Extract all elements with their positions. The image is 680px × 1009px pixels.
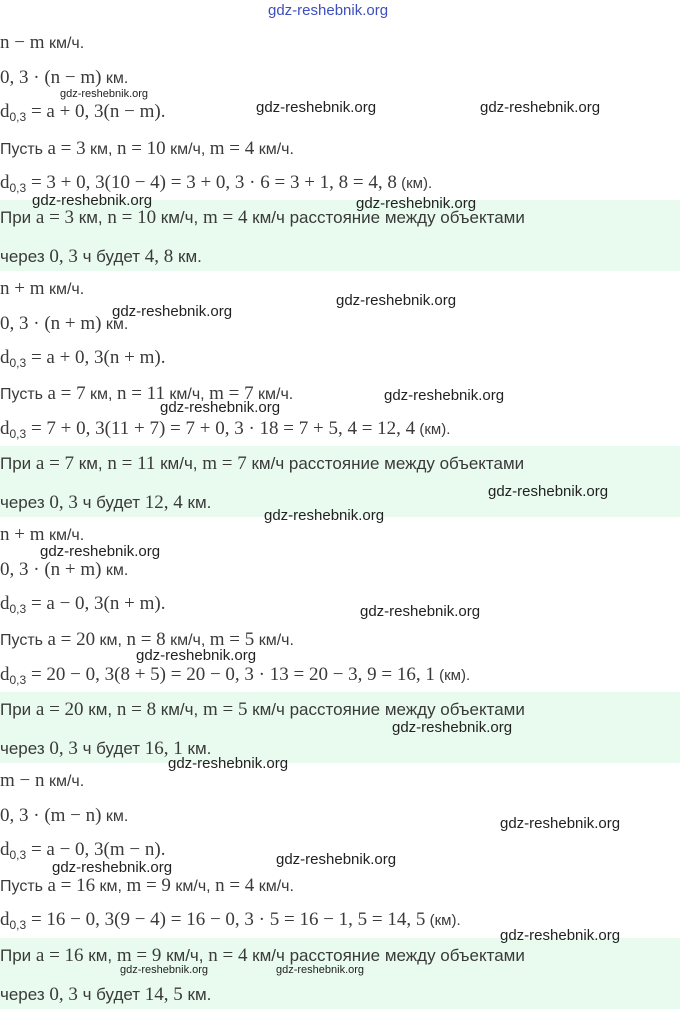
watermark: gdz-reshebnik.org [392, 719, 513, 736]
watermark: gdz-reshebnik.org [168, 755, 289, 772]
given-values: Пусть a = 3 км, n = 10 км/ч, m = 4 км/ч. [0, 138, 294, 159]
distance-formula: $d_{0,3} = a + 0$, 3(n + m). [0, 347, 166, 370]
conclusion-line-2: через 0, 3 ч будет 4, 8 км. [0, 246, 202, 267]
watermark: gdz-reshebnik.org [276, 964, 365, 976]
watermark: gdz-reshebnik.org [40, 543, 161, 560]
given-values: Пусть a = 16 км, m = 9 км/ч, n = 4 км/ч. [0, 875, 294, 896]
watermark-top: gdz-reshebnik.org [268, 2, 389, 19]
distance-change-expression: 0, 3 · (m − n) км. [0, 805, 129, 826]
watermark: gdz-reshebnik.org [136, 647, 257, 664]
watermark: gdz-reshebnik.org [112, 303, 233, 320]
computation: $d_{0,3} = 3 + 0$, 3(10 − 4) = 3 + 0, 3 · 6 = 3 + 1, 8 = 4, 8 (км). [0, 172, 433, 195]
watermark: gdz-reshebnik.org [356, 195, 477, 212]
speed-expression: n + m км/ч. [0, 278, 85, 299]
watermark: gdz-reshebnik.org [52, 859, 173, 876]
watermark: gdz-reshebnik.org [336, 292, 457, 309]
distance-change-expression: 0, 3 · (n + m) км. [0, 559, 129, 580]
watermark: gdz-reshebnik.org [264, 507, 385, 524]
watermark: gdz-reshebnik.org [60, 88, 149, 100]
watermark: gdz-reshebnik.org [360, 603, 481, 620]
computation: $d_{0,3} = 7 + 0$, 3(11 + 7) = 7 + 0, 3 · 18 = 7 + 5, 4 = 12, 4 (км). [0, 418, 451, 441]
watermark: gdz-reshebnik.org [276, 851, 397, 868]
conclusion-line-2: через 0, 3 ч будет 14, 5 км. [0, 984, 212, 1005]
watermark: gdz-reshebnik.org [32, 192, 153, 209]
watermark: gdz-reshebnik.org [488, 483, 609, 500]
conclusion-line-1: При a = 20 км, n = 8 км/ч, m = 5 км/ч расстояние между объектами [0, 699, 525, 720]
watermark: gdz-reshebnik.org [500, 927, 621, 944]
watermark: gdz-reshebnik.org [160, 399, 281, 416]
conclusion-line-1: При a = 3 км, n = 10 км/ч, m = 4 км/ч расстояние между объектами [0, 207, 525, 228]
computation: $d_{0,3} = 20 - 0$, 3(8 + 5) = 20 − 0, 3 · 13 = 20 − 3, 9 = 16, 1 (км). [0, 664, 471, 687]
watermark: gdz-reshebnik.org [384, 387, 505, 404]
watermark: gdz-reshebnik.org [120, 964, 209, 976]
speed-expression: n + m км/ч. [0, 524, 85, 545]
given-values: Пусть a = 7 км, n = 11 км/ч, m = 7 км/ч. [0, 383, 294, 404]
speed-expression: m − n км/ч. [0, 770, 85, 791]
watermark: gdz-reshebnik.org [256, 99, 377, 116]
distance-formula: $d_{0,3} = a + 0$, 3(n − m). [0, 101, 166, 124]
watermark: gdz-reshebnik.org [480, 99, 601, 116]
distance-change-expression: 0, 3 · (n + m) км. [0, 313, 129, 334]
computation: $d_{0,3} = 16 - 0$, 3(9 − 4) = 16 − 0, 3 · 5 = 16 − 1, 5 = 14, 5 (км). [0, 909, 461, 932]
conclusion-line-2: через 0, 3 ч будет 16, 1 км. [0, 738, 212, 759]
distance-formula: $d_{0,3} = a - 0$, 3(n + m). [0, 593, 166, 616]
distance-formula: $d_{0,3} = a - 0$, 3(m − n). [0, 839, 166, 862]
distance-change-expression: 0, 3 · (n − m) км. [0, 67, 129, 88]
conclusion-line-2: через 0, 3 ч будет 12, 4 км. [0, 492, 212, 513]
watermark: gdz-reshebnik.org [500, 815, 621, 832]
conclusion-line-1: При a = 7 км, n = 11 км/ч, m = 7 км/ч расстояние между объектами [0, 453, 525, 474]
conclusion-line-1: При a = 16 км, m = 9 км/ч, n = 4 км/ч расстояние между объектами [0, 945, 525, 966]
speed-expression: n − m км/ч. [0, 32, 85, 53]
given-values: Пусть a = 20 км, n = 8 км/ч, m = 5 км/ч. [0, 629, 294, 650]
